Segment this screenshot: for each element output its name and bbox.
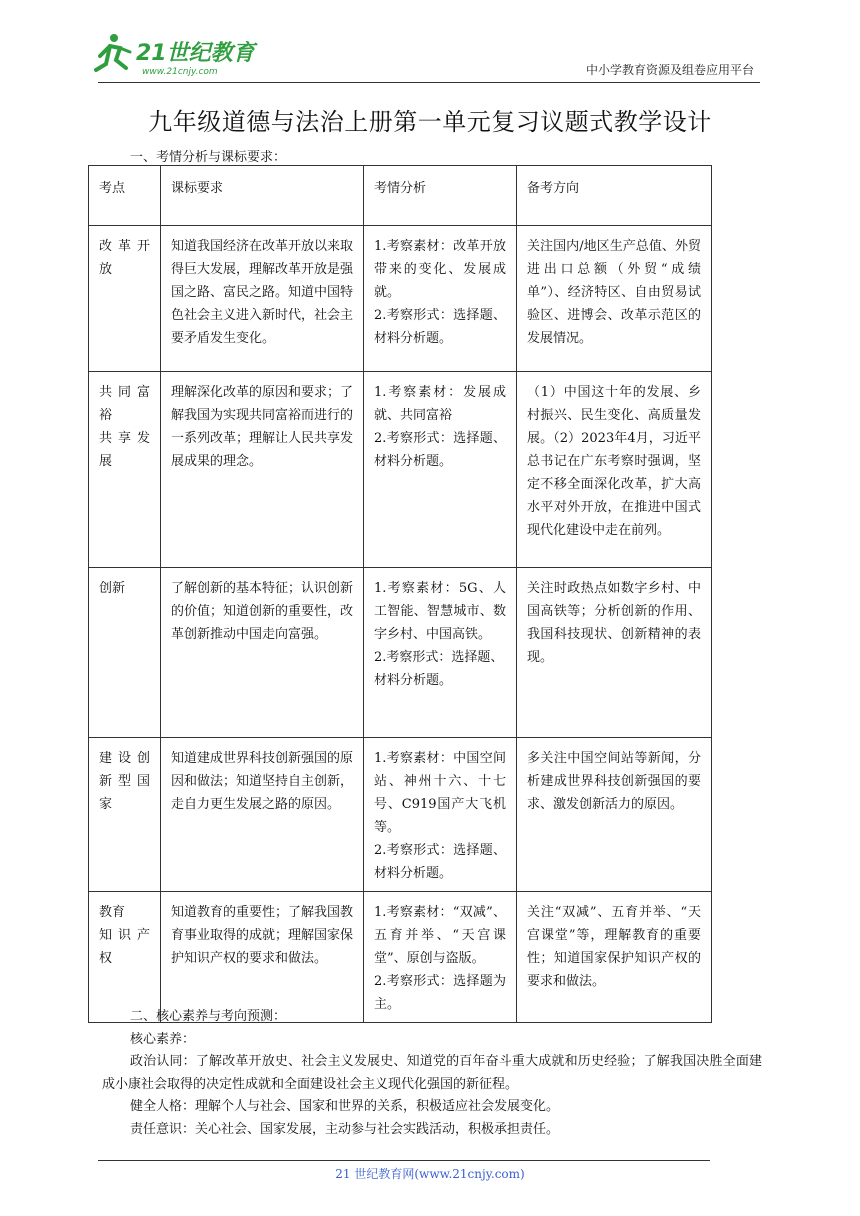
table-cell-direction: 多关注中国空间站等新闻，分析建成世界科技创新强国的要求、激发创新活力的原因。: [517, 738, 712, 892]
table-row: [89, 738, 712, 892]
table-header-cell: 考点: [89, 166, 161, 226]
table-cell-requirement: 知道教育的重要性；了解我国教育事业取得的成就；理解国家保护知识产权的要求和做法。: [161, 892, 364, 1023]
runner-logo-icon: [92, 30, 262, 80]
section1-heading: 一、考情分析与课标要求：: [130, 150, 287, 165]
sound-personality-paragraph: 健全人格：理解个人与社会、国家和世界的关系，积极适应社会发展变化。: [130, 1099, 560, 1114]
footer-link[interactable]: 21 世纪教育网(www.21cnjy.com): [335, 1167, 525, 1181]
footer-divider: [98, 1160, 710, 1161]
table-cell-direction: 关注“双减”、五育并举、“天宫课堂”等，理解教育的重要性；知道国家保护知识产权的要求和做法。: [517, 892, 712, 1023]
logo-text: 21世纪教育: [136, 41, 255, 66]
table-row: [89, 892, 712, 1023]
page-title: 九年级道德与法治上册第一单元复习议题式教学设计: [148, 108, 712, 136]
table-cell-analysis: 1.考察素材：“双减”、五育并举、“天宫课堂”、原创与盗版。 2.考察形式：选择题为主。: [364, 892, 517, 1023]
header-divider: [98, 82, 760, 83]
table-cell-topic: 共同富裕 共享发展: [89, 372, 161, 568]
table-cell-requirement: 知道我国经济在改革开放以来取得巨大发展，理解改革开放是强国之路、富民之路。知道中国特色社会主义进入新时代，社会主要矛盾发生变化。: [161, 226, 364, 372]
header-platform-text: 中小学教育资源及组卷应用平台: [585, 63, 754, 77]
table-cell-analysis: 1.考察素材：改革开放带来的变化、发展成就。 2.考察形式：选择题、材料分析题。: [364, 226, 517, 372]
table-cell-topic: 改革开放: [89, 226, 161, 372]
table-header-row: [89, 166, 712, 226]
table-header-cell: 考情分析: [364, 166, 517, 226]
site-logo: [92, 30, 262, 80]
exam-analysis-table: [88, 165, 712, 1023]
political-identity-paragraph: 政治认同：了解改革开放史、社会主义发展史、知道党的百年奋斗重大成就和历史经验；了解我国决胜全面建成小康社会取得的决定性成就和全面建设社会主义现代化强国的新征程。: [102, 1054, 762, 1092]
table-cell-topic: 建设创新型国家: [89, 738, 161, 892]
table-cell-analysis: 1.考察素材：中国空间站、神州十六、十七号、C919国产大飞机等。 2.考察形式：选择题、材料分析题。: [364, 738, 517, 892]
table-cell-topic: 创新: [89, 568, 161, 738]
table-cell-analysis: 1.考察素材：发展成就、共同富裕 2.考察形式：选择题、材料分析题。: [364, 372, 517, 568]
table-row: [89, 372, 712, 568]
table-cell-direction: 关注时政热点如数字乡村、中国高铁等；分析创新的作用、我国科技现状、创新精神的表现。: [517, 568, 712, 738]
table-row: [89, 226, 712, 372]
table-header-cell: 备考方向: [517, 166, 712, 226]
table-row: [89, 568, 712, 738]
core-literacy-section: [102, 1006, 762, 1141]
table-header-cell: 课标要求: [161, 166, 364, 226]
responsibility-paragraph: 责任意识：关心社会、国家发展，主动参与社会实践活动，积极承担责任。: [130, 1121, 560, 1137]
table-cell-requirement: 理解深化改革的原因和要求；了解我国为实现共同富裕而进行的一系列改革；理解让人民共享发展成果的理念。: [161, 372, 364, 568]
table-cell-direction: （1）中国这十年的发展、乡村振兴、民生变化、高质量发展。（2）2023年4月，习近平总书记在广东考察时强调，坚定不移全面深化改革，扩大高水平对外开放，在推进中国式现代化建设中走在前列。: [517, 372, 712, 568]
table-cell-topic: 教育 知识产权: [89, 892, 161, 1023]
table-cell-requirement: 了解创新的基本特征；认识创新的价值；知道创新的重要性，改革创新推动中国走向富强。: [161, 568, 364, 738]
table-cell-requirement: 知道建成世界科技创新强国的原因和做法；知道坚持自主创新，走自力更生发展之路的原因。: [161, 738, 364, 892]
core-literacy-subheading: 核心素养：: [130, 1031, 196, 1047]
section2-heading: 二、核心素养与考向预测：: [130, 1009, 287, 1024]
table-cell-direction: 关注国内/地区生产总值、外贸进出口总额（外贸“成绩单”）、经济特区、自由贸易试验区、进博会、改革示范区的发展情况。: [517, 226, 712, 372]
logo-url: www.21cnjy.com: [142, 67, 218, 77]
table-cell-analysis: 1.考察素材：5G、人工智能、智慧城市、数字乡村、中国高铁。 2.考察形式：选择题、 材料分析题。: [364, 568, 517, 738]
